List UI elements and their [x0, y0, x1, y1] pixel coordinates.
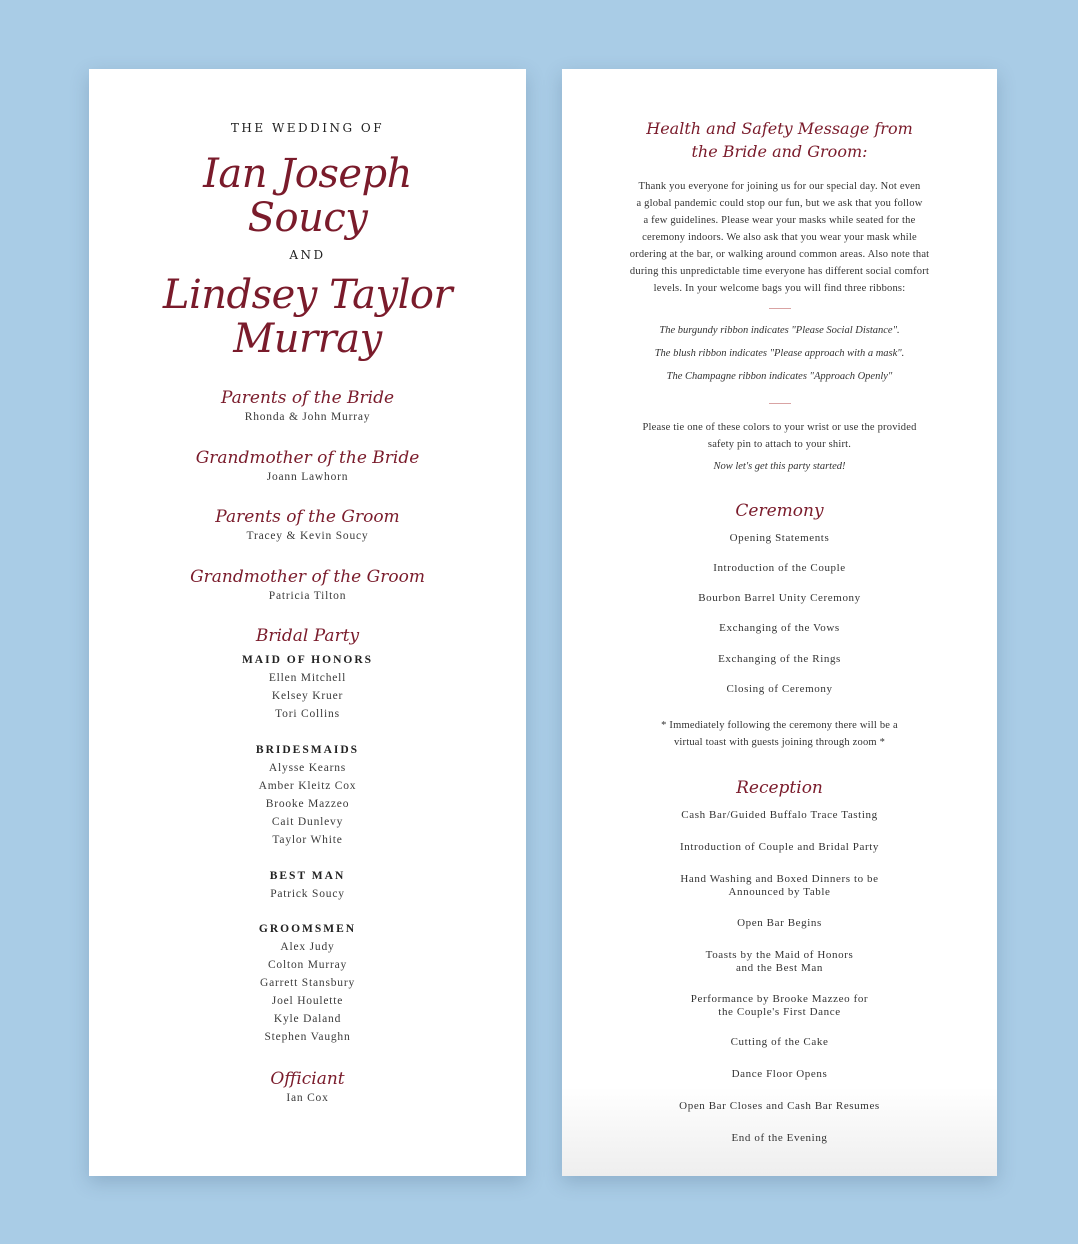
person-name: Stephen Vaughn	[264, 1031, 351, 1043]
reception-item-line: Performance by Brooke Mazzeo for	[690, 993, 869, 1005]
role-names: Joann Lawhorn	[266, 471, 349, 483]
ceremony-item: Exchanging of the Rings	[718, 653, 841, 665]
ceremony-item: Bourbon Barrel Unity Ceremony	[698, 592, 861, 604]
person-name: Garrett Stansbury	[259, 977, 356, 989]
reception-item-line: and the Best Man	[736, 962, 823, 974]
person-name: Tori Collins	[275, 708, 340, 720]
message-line: during this unpredictable time everyone has different social comfort	[629, 266, 930, 277]
person-name: Alex Judy	[280, 941, 335, 953]
person-name: Taylor White	[272, 834, 343, 846]
bride-name-line1: Lindsey Taylor	[162, 272, 453, 318]
role-title: Parents of the Bride	[220, 388, 395, 408]
role-names: Tracey & Kevin Soucy	[246, 530, 369, 542]
reception-item-line: Hand Washing and Boxed Dinners to be	[680, 873, 879, 885]
reception-item	[562, 993, 997, 1019]
role-names: Patricia Tilton	[268, 590, 347, 602]
reception-item: Dance Floor Opens	[731, 1068, 828, 1080]
reception-item: Introduction of Couple and Bridal Party	[679, 841, 880, 853]
ceremony-title: Ceremony	[735, 501, 824, 521]
message-line: a global pandemic could stop our fun, but we ask that you follow	[636, 198, 923, 209]
role-parents-of-groom	[89, 507, 526, 545]
reception-item: Open Bar Begins	[737, 917, 822, 929]
ribbon-champagne: The Champagne ribbon indicates "Approach Openly"	[666, 371, 893, 382]
person-name: Patrick Soucy	[270, 888, 345, 900]
reception-item-line: Toasts by the Maid of Honors	[705, 949, 854, 961]
reception-item: End of the Evening	[731, 1132, 828, 1144]
divider	[769, 403, 791, 404]
reception-item	[562, 949, 997, 975]
groom-name-line1: Ian Joseph	[203, 151, 412, 197]
message-line: safety pin to attach to your shirt.	[707, 439, 852, 450]
divider	[769, 308, 791, 309]
message-line: levels. In your welcome bags you will find three ribbons:	[653, 283, 906, 294]
role-title: Grandmother of the Groom	[190, 567, 425, 587]
ceremony-item: Introduction of the Couple	[713, 562, 846, 574]
person-name: Ellen Mitchell	[268, 672, 347, 684]
person-name: Alysse Kearns	[268, 762, 347, 774]
health-message-title-line1: Health and Safety Message from	[646, 119, 913, 138]
message-line: a few guidelines. Please wear your masks while seated for the	[643, 215, 916, 226]
group-title: BRIDESMAIDS	[255, 744, 360, 756]
person-name: Cait Dunlevy	[271, 816, 344, 828]
role-grandmother-of-bride	[89, 448, 526, 486]
officiant-name: Ian Cox	[286, 1092, 329, 1104]
role-names: Rhonda & John Murray	[244, 411, 371, 423]
ribbon-blush: The blush ribbon indicates "Please approach with a mask".	[654, 348, 905, 359]
program-back-card	[562, 69, 997, 1176]
reception-item-line: Announced by Table	[728, 886, 831, 898]
message-line: Thank you everyone for joining us for our special day. Not even	[638, 181, 921, 192]
health-message-body	[562, 178, 997, 297]
message-line: Please tie one of these colors to your wrist or use the provided	[642, 422, 917, 433]
ceremony-item: Closing of Ceremony	[726, 683, 833, 695]
person-name: Colton Murray	[267, 959, 348, 971]
note-line: virtual toast with guests joining through zoom *	[673, 737, 886, 748]
bridal-party-title: Bridal Party	[255, 626, 360, 646]
message-line: ceremony indoors. We also ask that you wear your mask while	[642, 232, 917, 243]
party-started-text: Now let's get this party started!	[713, 461, 846, 472]
reception-item: Cutting of the Cake	[730, 1036, 829, 1048]
role-grandmother-of-groom	[89, 567, 526, 605]
ribbon-list	[562, 319, 997, 388]
reception-item	[562, 873, 997, 899]
reception-item-line: the Couple's First Dance	[718, 1006, 841, 1018]
group-title: BEST MAN	[269, 870, 346, 882]
health-message-title-line2: the Bride and Groom:	[691, 142, 868, 161]
officiant-group	[89, 1069, 526, 1107]
person-name: Brooke Mazzeo	[265, 798, 350, 810]
ceremony-item: Exchanging of the Vows	[719, 622, 840, 634]
ceremony-item: Opening Statements	[729, 532, 830, 544]
and-text: AND	[289, 248, 326, 262]
person-name: Kelsey Kruer	[271, 690, 344, 702]
role-parents-of-bride	[89, 388, 526, 426]
tie-instructions	[562, 419, 997, 453]
bride-name-line2: Murray	[233, 316, 382, 362]
note-line: * Immediately following the ceremony there will be a	[661, 720, 898, 731]
bridesmaids-group	[89, 741, 526, 849]
zoom-toast-note	[562, 717, 997, 751]
wedding-of-heading: THE WEDDING OF	[230, 121, 385, 135]
person-name: Kyle Daland	[273, 1013, 342, 1025]
groomsmen-group	[89, 920, 526, 1046]
officiant-title: Officiant	[270, 1069, 345, 1089]
reception-item: Open Bar Closes and Cash Bar Resumes	[679, 1100, 880, 1112]
program-front-card	[89, 69, 526, 1176]
reception-item: Cash Bar/Guided Buffalo Trace Tasting	[681, 809, 878, 821]
group-title: MAID OF HONORS	[241, 654, 374, 666]
person-name: Joel Houlette	[271, 995, 344, 1007]
group-title: GROOMSMEN	[258, 923, 357, 935]
groom-name-line2: Soucy	[247, 195, 368, 241]
best-man-group	[89, 867, 526, 903]
maid-of-honors-group	[89, 651, 526, 723]
ribbon-burgundy: The burgundy ribbon indicates "Please Social Distance".	[659, 325, 900, 336]
role-title: Parents of the Groom	[215, 507, 400, 527]
person-name: Amber Kleitz Cox	[258, 780, 357, 792]
reception-title: Reception	[736, 778, 823, 798]
message-line: ordering at the bar, or walking around common areas. Also note that	[629, 249, 930, 260]
role-title: Grandmother of the Bride	[195, 448, 420, 468]
